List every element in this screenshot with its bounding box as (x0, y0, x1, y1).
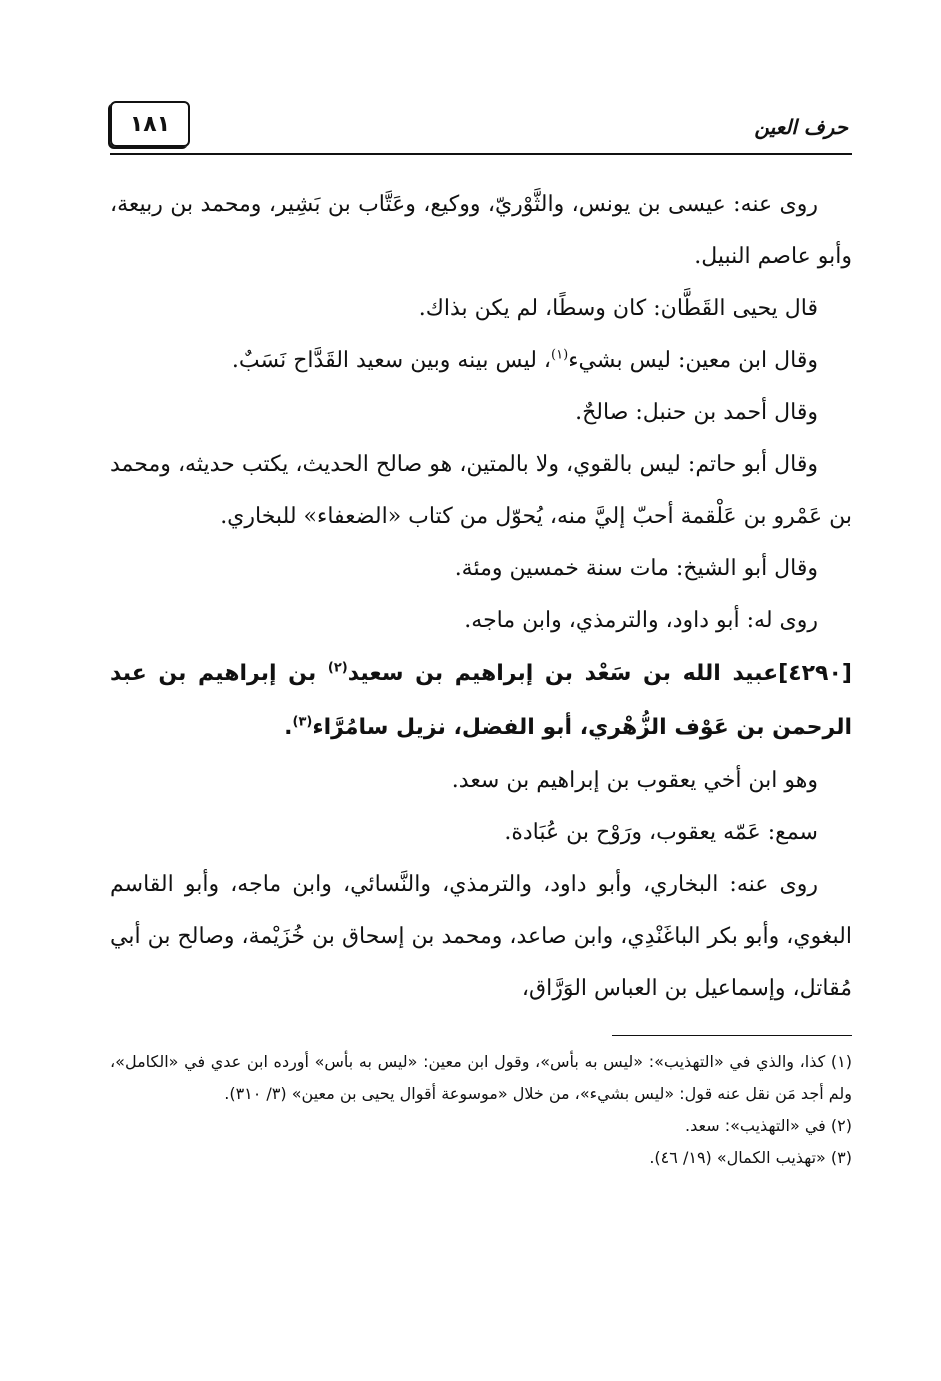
book-page (110, 95, 852, 1295)
running-title: حرف العين (754, 115, 848, 139)
entry-name: بن إبراهيم بن عبد الرحمن بن عَوْف الزُّهْري، أبو الفضل، نزيل سامُرَّاء (110, 661, 852, 740)
paragraph: روى عنه: البخاري، وأبو داود، والترمذي، والنَّسائي، وابن ماجه، وأبو القاسم البغوي، وأبو بكر الباغَنْدِي، وابن صاعد، ومحمد بن إسحاق بن خُزَيْمة، وصالح بن أبي مُقاتل، وإسماعيل بن العباس الوَرَّاق، (110, 872, 852, 1001)
entry-heading (110, 647, 852, 755)
paragraph: سمع: عَمّه يعقوب، ورَوْح بن عُبَادة. (504, 820, 818, 845)
paragraph: وقال أبو حاتم: ليس بالقوي، ولا بالمتين، هو صالح الحديث، يكتب حديثه، ومحمد بن عَمْرو بن عَلْقمة أحبّ إليَّ منه، يُحوّل من كتاب «الضعفاء» للبخاري. (110, 452, 852, 529)
footnote-ref: (١) (551, 347, 569, 363)
footnote-ref: (٢) (327, 660, 348, 676)
main-text (110, 179, 852, 1015)
paragraph: وهو ابن أخي يعقوب بن إبراهيم بن سعد. (451, 768, 818, 793)
footnote: (٣) «تهذيب الكمال» (١٩/ ٤٦). (649, 1148, 852, 1167)
entry-number: [٤٢٩٠] (778, 661, 852, 686)
footnote-divider (612, 1035, 852, 1036)
paragraph-text: ، ليس بينه وبين سعيد القَدَّاح نَسَبٌ. (231, 348, 552, 373)
page-header (110, 95, 852, 155)
paragraph: روى عنه: عيسى بن يونس، والثَّوْريّ، ووكيع، وعَتَّاب بن بَشِير، ومحمد بن ربيعة، وأبو عاصم النبيل. (110, 192, 852, 269)
paragraph: وقال أبو الشيخ: مات سنة خمسين ومئة. (454, 556, 818, 581)
footnote: (٢) في «التهذيب»: سعد. (685, 1116, 852, 1135)
entry-name: عبيد الله بن سَعْد بن إبراهيم بن سعيد (347, 661, 779, 686)
paragraph: قال يحيى القَطَّان: كان وسطًا، لم يكن بذاك. (418, 296, 818, 321)
footnotes (110, 1046, 852, 1174)
paragraph: وقال أحمد بن حنبل: صالحٌ. (575, 400, 818, 425)
paragraph: روى له: أبو داود، والترمذي، وابن ماجه. (464, 608, 818, 633)
paragraph-text: وقال ابن معين: ليس بشيء (568, 348, 818, 373)
entry-end: . (284, 715, 293, 740)
footnote-ref: (٣) (292, 714, 313, 730)
page-number: ١٨١ (110, 101, 190, 147)
footnote: (١) كذا، والذي في «التهذيب»: «ليس به بأس»، وقول ابن معين: «ليس به بأس» أورده ابن عدي في «الكامل»، ولم أجد مَن نقل عنه قول: «ليس بشيء»، من خلال «موسوعة أقوال يحيى بن معين» (٣/ ٣١٠). (110, 1052, 852, 1103)
paragraph (110, 335, 852, 387)
